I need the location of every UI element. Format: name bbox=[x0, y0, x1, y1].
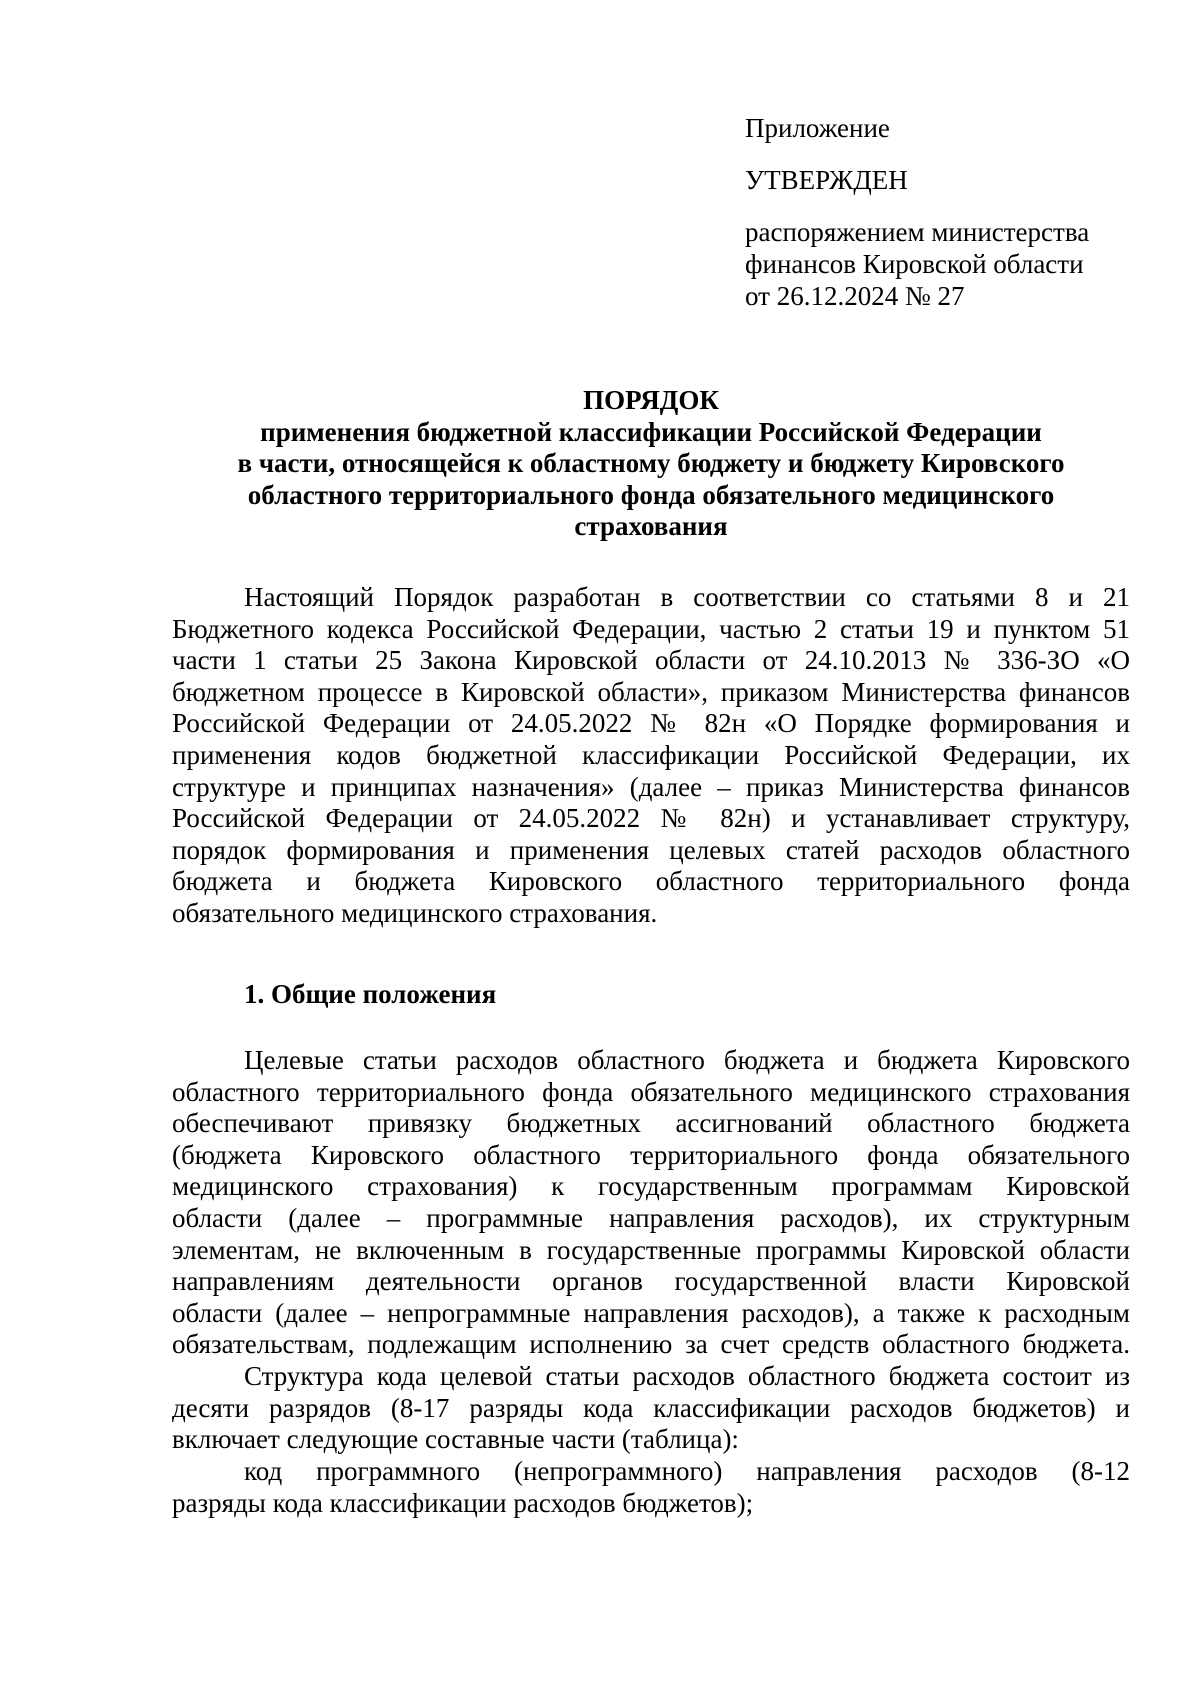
paragraph-line: Настоящий Порядок разработан в соответствии со статьями 8 и 21 bbox=[244, 582, 1130, 612]
title-subtitle-line: в части, относящейся к областному бюджету и бюджету Кировского bbox=[237, 448, 1065, 478]
paragraph-line: порядок формирования и применения целевых статей расходов областного bbox=[172, 834, 1130, 865]
paragraph-line: областного территориального фонда обязательного медицинского страхования bbox=[172, 1076, 1130, 1107]
paragraph-line: Российской Федерации от 24.05.2022 № 82н) и устанавливает структуру, bbox=[172, 803, 1130, 834]
paragraph-line: структуре и принципах назначения» (далее – приказ Министерства финансов bbox=[172, 771, 1130, 802]
approved-label: УТВЕРЖДЕН bbox=[745, 165, 908, 195]
paragraph-line: элементам, не включенным в государственные программы Кировской области bbox=[172, 1234, 1130, 1265]
paragraph-line: бюджета и бюджета Кировского областного территориального фонда bbox=[172, 866, 1130, 897]
section-heading: 1. Общие положения bbox=[244, 979, 497, 1009]
paragraph-line: код программного (непрограммного) направления расходов (8-12 bbox=[244, 1456, 1130, 1486]
title-main: ПОРЯДОК bbox=[583, 385, 719, 415]
paragraph-line: обязательствам, подлежащим исполнению за счет средств областного бюджета. bbox=[172, 1329, 1130, 1360]
intro-paragraph bbox=[172, 582, 1130, 930]
paragraph-line: Бюджетного кодекса Российской Федерации, частью 2 статьи 19 и пунктом 51 bbox=[172, 613, 1130, 644]
paragraph-line: части 1 статьи 25 Закона Кировской области от 24.10.2013 № 336-ЗО «О bbox=[172, 645, 1130, 676]
paragraph-line: бюджетном процессе в Кировской области», приказом Министерства финансов bbox=[172, 676, 1130, 707]
appendix-label: Приложение bbox=[745, 113, 890, 143]
approval-stamp-block bbox=[745, 112, 1165, 312]
section1-paragraph-3 bbox=[172, 1456, 1130, 1519]
order-line: финансов Кировской области bbox=[745, 249, 1084, 279]
paragraph-line: (бюджета Кировского областного территориального фонда обязательного bbox=[172, 1139, 1130, 1170]
paragraph-line: Структура кода целевой статьи расходов областного бюджета состоит из bbox=[244, 1361, 1130, 1391]
paragraph-line: разряды кода классификации расходов бюджетов); bbox=[172, 1487, 754, 1518]
order-line: от 26.12.2024 № 27 bbox=[745, 281, 965, 311]
paragraph-line: области (далее – программные направления расходов), их структурным bbox=[172, 1202, 1130, 1233]
paragraph-line: области (далее – непрограммные направления расходов), а также к расходным bbox=[172, 1297, 1130, 1328]
title-subtitle-line: областного территориального фонда обязательного медицинского bbox=[247, 479, 1055, 510]
document-title bbox=[172, 385, 1130, 543]
title-subtitle-line: применения бюджетной классификации Российской Федерации bbox=[260, 416, 1042, 447]
title-subtitle-line: страхования bbox=[574, 511, 728, 541]
paragraph-line: обеспечивают привязку бюджетных ассигнований областного бюджета bbox=[172, 1108, 1130, 1139]
section1-paragraph-2 bbox=[172, 1361, 1130, 1456]
order-line: распоряжением министерства bbox=[745, 217, 1090, 247]
paragraph-line: Целевые статьи расходов областного бюджета и бюджета Кировского bbox=[244, 1045, 1130, 1075]
paragraph-line: медицинского страхования) к государственным программам Кировской bbox=[172, 1171, 1130, 1202]
paragraph-line: применения кодов бюджетной классификации Российской Федерации, их bbox=[172, 739, 1130, 770]
paragraph-line: десяти разрядов (8-17 разряды кода классификации расходов бюджетов) и bbox=[172, 1392, 1130, 1423]
paragraph-line: обязательного медицинского страхования. bbox=[172, 897, 658, 928]
section1-paragraph-1 bbox=[172, 1045, 1130, 1361]
paragraph-line: включает следующие составные части (таблица): bbox=[172, 1424, 739, 1455]
paragraph-line: Российской Федерации от 24.05.2022 № 82н «О Порядке формирования и bbox=[172, 708, 1130, 739]
paragraph-line: направлениям деятельности органов государственной власти Кировской bbox=[172, 1266, 1130, 1297]
